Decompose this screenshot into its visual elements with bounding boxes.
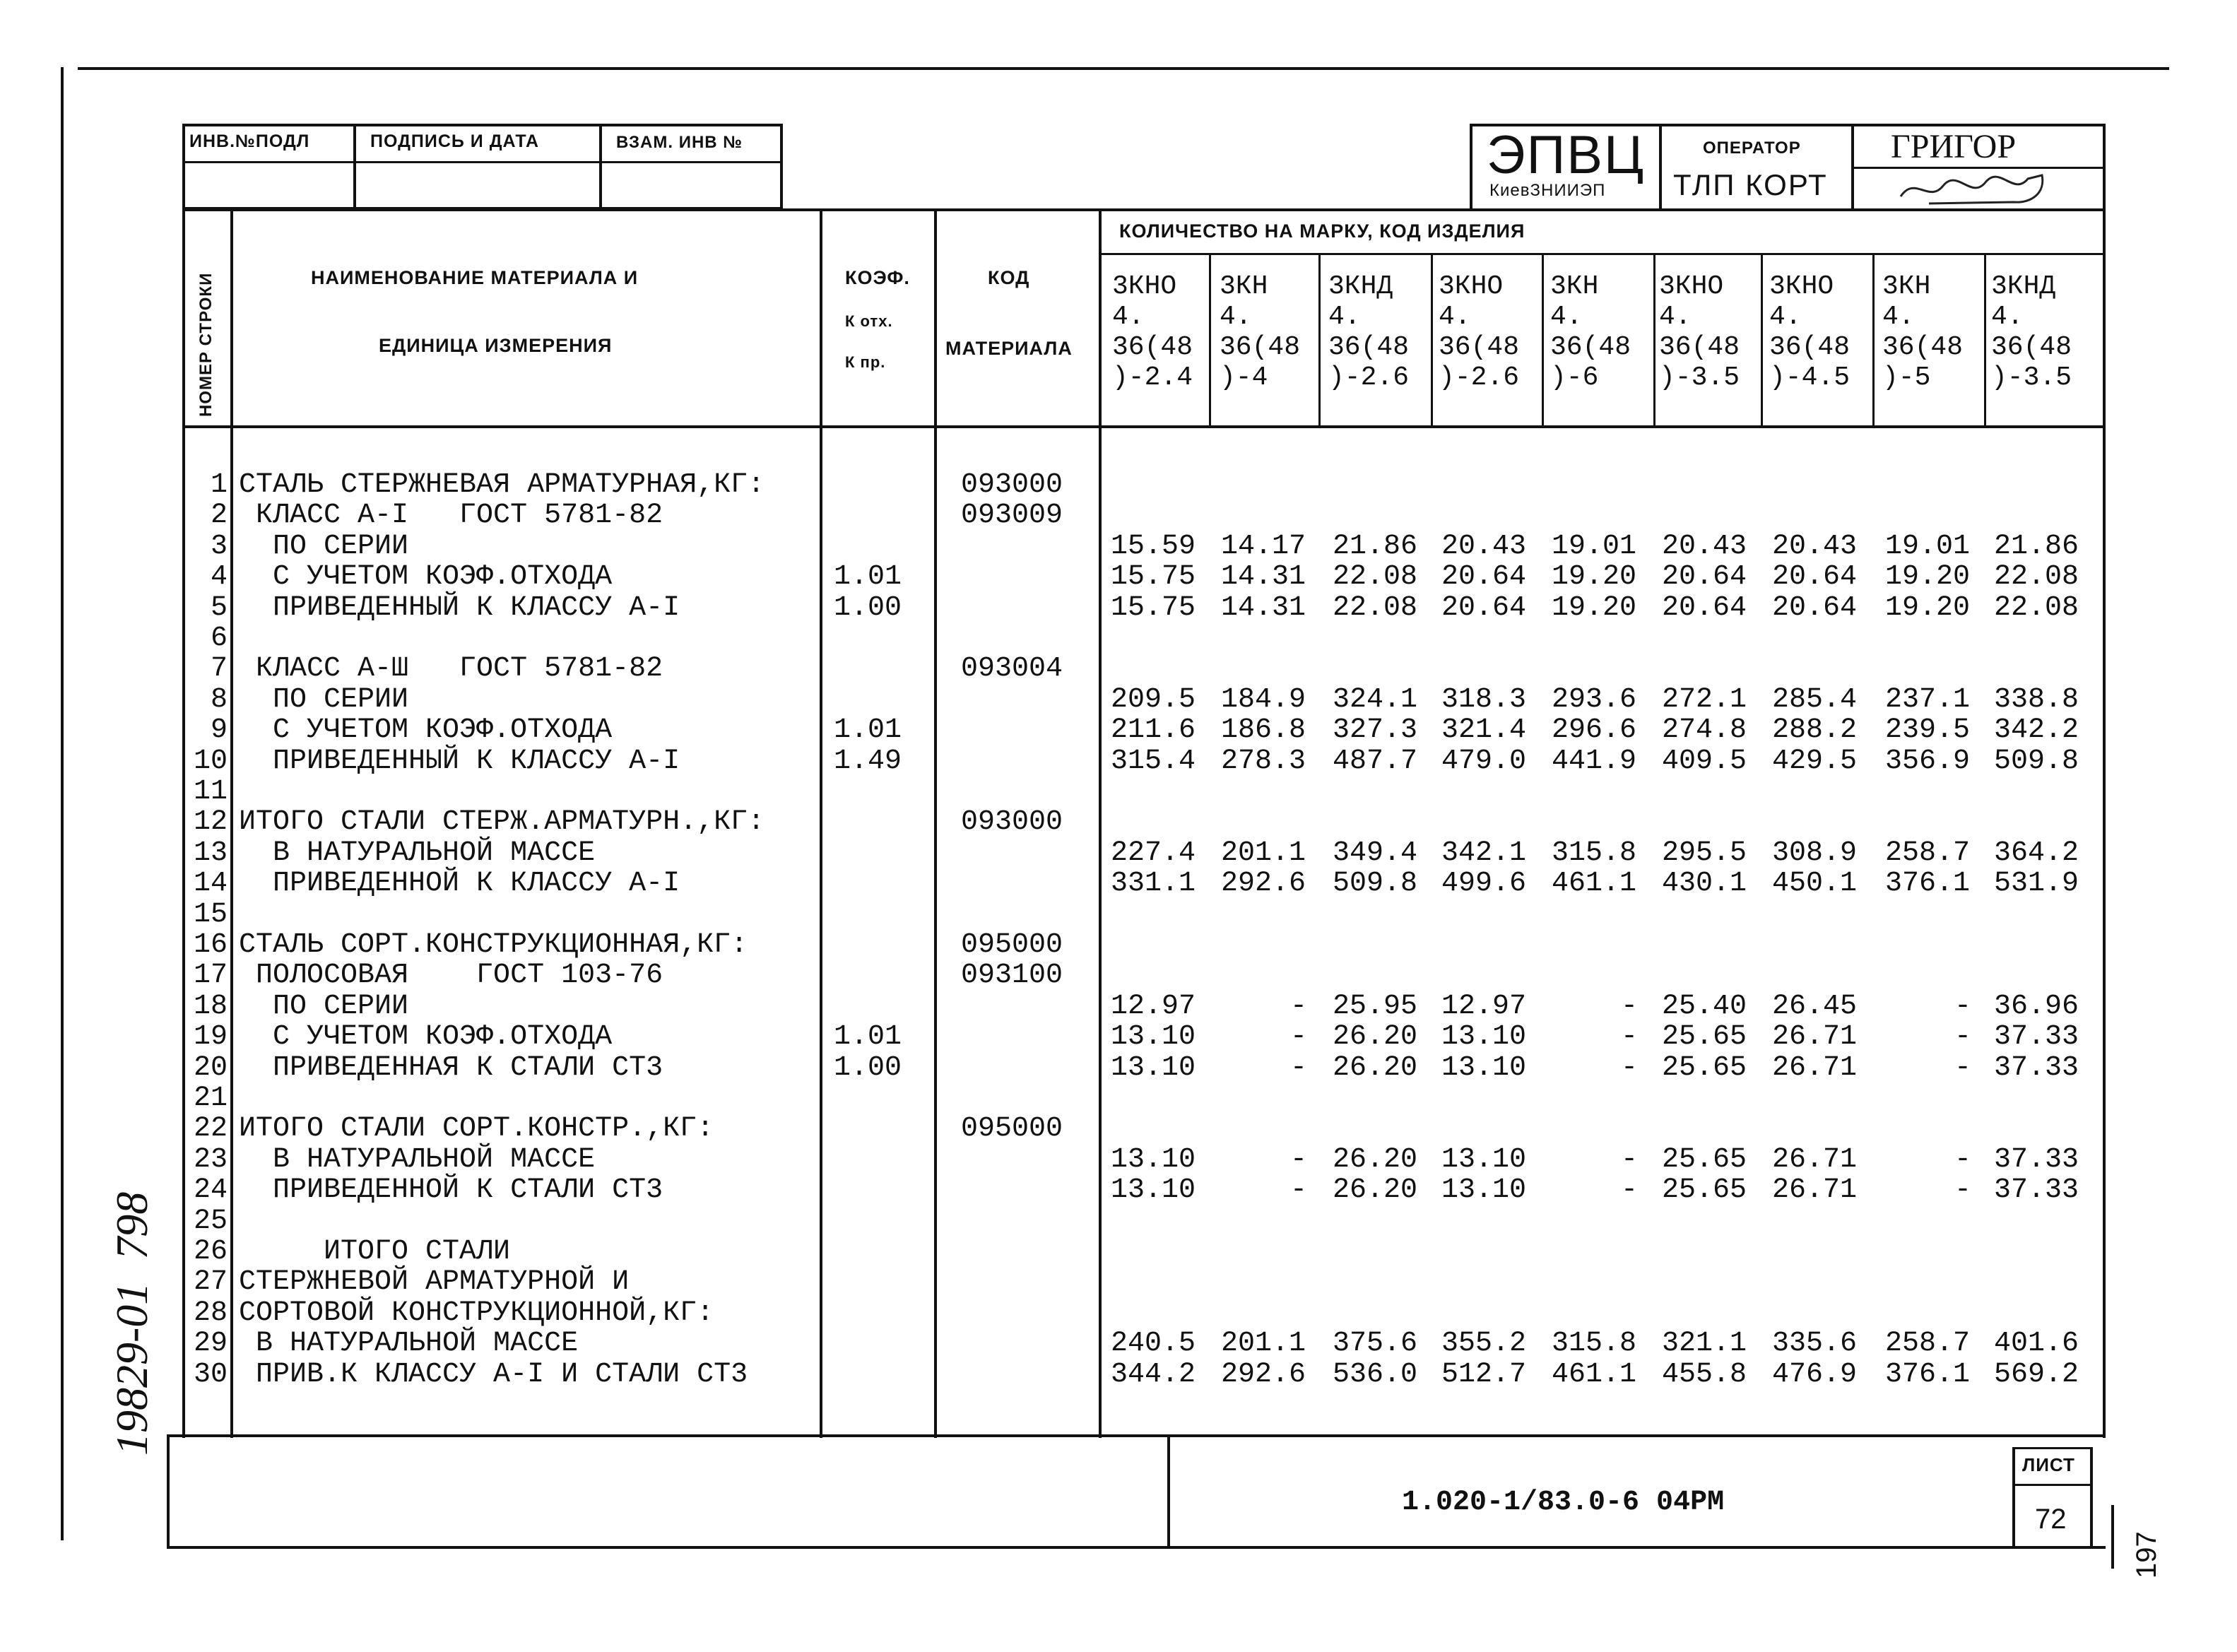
operator-value: ТЛП КОРТ — [1673, 168, 1828, 201]
quantity-cell: 296.6 — [1552, 714, 1637, 747]
material-name: ПРИВЕДЕННОЙ К КЛАССУ А-I — [239, 868, 680, 900]
stamp-inv-podl: ИНВ.№ПОДЛ — [189, 131, 310, 151]
coefficient: 1.00 — [834, 591, 902, 624]
quantity-cell: 37.33 — [1994, 1143, 2079, 1176]
row-number: 27 — [193, 1266, 228, 1299]
row-number: 13 — [193, 837, 228, 869]
quantity-cell: 25.65 — [1662, 1051, 1747, 1084]
quantity-cell: 240.5 — [1111, 1328, 1196, 1360]
quantity-cell: 227.4 — [1111, 837, 1196, 869]
quantity-cell: 37.33 — [1994, 1021, 2079, 1054]
quantity-cell: 324.1 — [1333, 683, 1418, 716]
quantity-cell: 278.3 — [1221, 745, 1306, 777]
quantity-cell: 258.7 — [1885, 837, 1971, 869]
quantity-cell: - — [1620, 1051, 1638, 1084]
quantity-cell: 349.4 — [1333, 837, 1418, 869]
row-number: 7 — [210, 653, 228, 685]
row-number: 6 — [210, 623, 228, 654]
row-number: 18 — [193, 990, 228, 1022]
quantity-cell: 13.10 — [1111, 1051, 1196, 1084]
quantity-cell: 536.0 — [1333, 1358, 1418, 1391]
quantity-cell: 461.1 — [1552, 1358, 1637, 1391]
quantity-cell: 20.64 — [1772, 591, 1858, 624]
quantity-cell: - — [1620, 1174, 1638, 1207]
row-number: 17 — [193, 960, 228, 992]
quantity-cell: - — [1289, 990, 1307, 1022]
header-coef-line1: КОЭФ. — [845, 267, 910, 288]
quantity-cell: 13.10 — [1441, 1174, 1527, 1207]
mark-header: 3КНД 4. 36(48 )-3.5 — [1991, 271, 2072, 393]
quantity-cell: 321.1 — [1662, 1328, 1747, 1360]
header-quantity: КОЛИЧЕСТВО НА МАРКУ, КОД ИЗДЕЛИЯ — [1119, 220, 1525, 242]
operator-label: ОПЕРАТОР — [1703, 138, 1801, 158]
quantity-cell: - — [1954, 990, 1971, 1022]
quantity-cell: 20.64 — [1662, 591, 1747, 624]
quantity-cell: 321.4 — [1441, 714, 1527, 747]
quantity-cell: 285.4 — [1772, 683, 1858, 716]
quantity-cell: 487.7 — [1333, 745, 1418, 777]
quantity-cell: 21.86 — [1333, 530, 1418, 562]
quantity-cell: 292.6 — [1221, 868, 1306, 900]
material-name: В НАТУРАЛЬНОЙ МАССЕ — [239, 837, 596, 869]
quantity-cell: - — [1289, 1174, 1307, 1207]
quantity-cell: 430.1 — [1662, 868, 1747, 900]
quantity-cell: 26.71 — [1772, 1143, 1858, 1176]
quantity-cell: 356.9 — [1885, 745, 1971, 777]
quantity-cell: 26.20 — [1333, 1021, 1418, 1054]
row-number: 14 — [193, 868, 228, 900]
row-number: 25 — [193, 1205, 228, 1237]
quantity-cell: - — [1289, 1021, 1307, 1054]
header-code-line1: КОД — [988, 267, 1030, 288]
material-name: СОРТОВОЙ КОНСТРУКЦИОННОЙ,КГ: — [239, 1297, 714, 1329]
row-number: 23 — [193, 1143, 228, 1176]
quantity-cell: 409.5 — [1662, 745, 1747, 777]
quantity-cell: - — [1620, 1021, 1638, 1054]
row-number: 4 — [210, 561, 228, 594]
row-number: 19 — [193, 1021, 228, 1054]
quantity-cell: 237.1 — [1885, 683, 1971, 716]
row-number: 16 — [193, 929, 228, 961]
quantity-cell: 15.75 — [1111, 561, 1196, 594]
quantity-cell: 12.97 — [1111, 990, 1196, 1022]
quantity-cell: 272.1 — [1662, 683, 1747, 716]
quantity-cell: 315.8 — [1552, 837, 1637, 869]
header-coef-line2: К отх. — [845, 312, 893, 330]
quantity-cell: 19.20 — [1885, 561, 1971, 594]
quantity-cell: 461.1 — [1552, 868, 1637, 900]
quantity-cell: 26.45 — [1772, 990, 1858, 1022]
coefficient: 1.00 — [834, 1051, 902, 1084]
quantity-cell: 376.1 — [1885, 868, 1971, 900]
quantity-cell: 13.10 — [1441, 1051, 1527, 1084]
org-name: ЭПВЦ — [1487, 125, 1646, 185]
material-name: ПОЛОСОВАЯ ГОСТ 103-76 — [239, 960, 663, 992]
material-code: 093000 — [961, 469, 1063, 501]
quantity-cell: 531.9 — [1994, 868, 2079, 900]
header-material-line1: НАИМЕНОВАНИЕ МАТЕРИАЛА И — [311, 267, 639, 288]
quantity-cell: - — [1289, 1143, 1307, 1176]
quantity-cell: 25.65 — [1662, 1143, 1747, 1176]
header-coef-line3: К пр. — [845, 353, 886, 371]
quantity-cell: 274.8 — [1662, 714, 1747, 747]
quantity-cell: 184.9 — [1221, 683, 1306, 716]
quantity-cell: 315.4 — [1111, 745, 1196, 777]
material-name: ПРИВ.К КЛАССУ А-I И СТАЛИ СТ3 — [239, 1358, 748, 1391]
header-code-line2: МАТЕРИАЛА — [945, 338, 1073, 359]
quantity-cell: 19.01 — [1552, 530, 1637, 562]
margin-handwritten-number: 19829-01 798 — [107, 1191, 157, 1456]
quantity-cell: 25.95 — [1333, 990, 1418, 1022]
row-number: 15 — [193, 898, 228, 931]
margin-right-number: 197 — [2131, 1531, 2162, 1579]
stamp-podpis-data: ПОДПИСЬ И ДАТА — [370, 131, 540, 151]
quantity-cell: 20.43 — [1662, 530, 1747, 562]
row-number: 26 — [193, 1236, 228, 1268]
quantity-cell: 21.86 — [1994, 530, 2079, 562]
quantity-cell: 476.9 — [1772, 1358, 1858, 1391]
margin-right-tick — [2111, 1505, 2114, 1569]
quantity-cell: 25.40 — [1662, 990, 1747, 1022]
quantity-cell: 13.10 — [1111, 1174, 1196, 1207]
quantity-cell: 20.64 — [1772, 561, 1858, 594]
material-code: 093000 — [961, 806, 1063, 839]
row-number: 12 — [193, 806, 228, 839]
mark-header: 3КН 4. 36(48 )-5 — [1882, 271, 1964, 393]
quantity-cell: 13.10 — [1111, 1143, 1196, 1176]
row-number: 3 — [210, 530, 228, 562]
quantity-cell: 450.1 — [1772, 868, 1858, 900]
quantity-cell: 12.97 — [1441, 990, 1527, 1022]
quantity-cell: 318.3 — [1441, 683, 1527, 716]
quantity-cell: 293.6 — [1552, 683, 1637, 716]
row-number: 21 — [193, 1082, 228, 1114]
quantity-cell: 342.2 — [1994, 714, 2079, 747]
quantity-cell: 36.96 — [1994, 990, 2079, 1022]
quantity-cell: 364.2 — [1994, 837, 2079, 869]
quantity-cell: 26.20 — [1333, 1143, 1418, 1176]
quantity-cell: 512.7 — [1441, 1358, 1527, 1391]
row-number: 8 — [210, 683, 228, 716]
quantity-cell: 201.1 — [1221, 837, 1306, 869]
quantity-cell: 19.20 — [1552, 591, 1637, 624]
material-name: ПРИВЕДЕННЫЙ К КЛАССУ А-I — [239, 591, 680, 624]
quantity-cell: - — [1620, 1143, 1638, 1176]
quantity-cell: 14.31 — [1221, 561, 1306, 594]
quantity-cell: 22.08 — [1994, 591, 2079, 624]
material-name: С УЧЕТОМ КОЭФ.ОТХОДА — [239, 1021, 613, 1054]
coefficient: 1.01 — [834, 1021, 902, 1054]
quantity-cell: 20.43 — [1772, 530, 1858, 562]
material-name: ПО СЕРИИ — [239, 683, 409, 716]
header-row-number: НОМЕР СТРОКИ — [196, 272, 216, 417]
material-name: В НАТУРАЛЬНОЙ МАССЕ — [239, 1143, 596, 1176]
row-number: 2 — [210, 500, 228, 532]
quantity-cell: 295.5 — [1662, 837, 1747, 869]
frame-left-binding-line — [61, 67, 64, 1540]
material-code: 093009 — [961, 500, 1063, 532]
mark-header: 3КНО 4. 36(48 )-2.4 — [1112, 271, 1193, 393]
quantity-cell: 509.8 — [1994, 745, 2079, 777]
material-name: ИТОГО СТАЛИ СТЕРЖ.АРМАТУРН.,КГ: — [239, 806, 765, 839]
mark-header: 3КНО 4. 36(48 )-4.5 — [1769, 271, 1851, 393]
material-name: ПРИВЕДЕННОЙ К СТАЛИ СТ3 — [239, 1174, 663, 1207]
row-number: 28 — [193, 1297, 228, 1329]
row-number: 22 — [193, 1113, 228, 1145]
quantity-cell: 288.2 — [1772, 714, 1858, 747]
mark-header: 3КНО 4. 36(48 )-2.6 — [1439, 271, 1520, 393]
quantity-cell: 22.08 — [1994, 561, 2079, 594]
coefficient: 1.49 — [834, 745, 902, 777]
quantity-cell: 26.20 — [1333, 1051, 1418, 1084]
quantity-cell: - — [1954, 1174, 1971, 1207]
quantity-cell: 479.0 — [1441, 745, 1527, 777]
quantity-cell: 331.1 — [1111, 868, 1196, 900]
material-code: 095000 — [961, 1113, 1063, 1145]
quantity-cell: 327.3 — [1333, 714, 1418, 747]
quantity-cell: 335.6 — [1772, 1328, 1858, 1360]
quantity-cell: - — [1289, 1051, 1307, 1084]
material-name: В НАТУРАЛЬНОЙ МАССЕ — [239, 1328, 579, 1360]
quantity-cell: - — [1954, 1051, 1971, 1084]
row-number: 5 — [210, 591, 228, 624]
quantity-cell: 26.71 — [1772, 1051, 1858, 1084]
doc-code: 1.020-1/83.0-6 04РМ — [1402, 1487, 1725, 1518]
material-code: 093100 — [961, 960, 1063, 992]
quantity-cell: 25.65 — [1662, 1174, 1747, 1207]
row-number: 20 — [193, 1051, 228, 1084]
quantity-cell: 258.7 — [1885, 1328, 1971, 1360]
org-sub: КиевЗНИИЭП — [1489, 181, 1606, 200]
quantity-cell: 509.8 — [1333, 868, 1418, 900]
quantity-cell: 14.31 — [1221, 591, 1306, 624]
quantity-cell: 14.17 — [1221, 530, 1306, 562]
material-name: ПРИВЕДЕННЫЙ К КЛАССУ А-I — [239, 745, 680, 777]
signature-icon — [1887, 168, 2056, 211]
quantity-cell: 499.6 — [1441, 868, 1527, 900]
quantity-cell: 342.1 — [1441, 837, 1527, 869]
material-name: С УЧЕТОМ КОЭФ.ОТХОДА — [239, 714, 613, 747]
quantity-cell: 441.9 — [1552, 745, 1637, 777]
quantity-cell: 20.64 — [1662, 561, 1747, 594]
row-number: 11 — [193, 776, 228, 808]
material-name: КЛАСС А-Ш ГОСТ 5781-82 — [239, 653, 663, 685]
quantity-cell: 15.59 — [1111, 530, 1196, 562]
quantity-cell: 239.5 — [1885, 714, 1971, 747]
material-name: ИТОГО СТАЛИ СОРТ.КОНСТР.,КГ: — [239, 1113, 714, 1145]
quantity-cell: 37.33 — [1994, 1051, 2079, 1084]
quantity-cell: 37.33 — [1994, 1174, 2079, 1207]
header-material-line2: ЕДИНИЦА ИЗМЕРЕНИЯ — [379, 335, 613, 356]
mark-header: 3КН 4. 36(48 )-4 — [1220, 271, 1301, 393]
quantity-cell: 308.9 — [1772, 837, 1858, 869]
quantity-cell: 20.43 — [1441, 530, 1527, 562]
quantity-cell: 13.10 — [1111, 1021, 1196, 1054]
stamp-vzam-inv: ВЗАМ. ИНВ № — [616, 133, 743, 152]
row-number: 29 — [193, 1328, 228, 1360]
row-number: 1 — [210, 469, 228, 501]
mark-header: 3КН 4. 36(48 )-6 — [1550, 271, 1631, 393]
quantity-cell: 211.6 — [1111, 714, 1196, 747]
material-name: ПО СЕРИИ — [239, 990, 409, 1022]
row-number: 9 — [210, 714, 228, 747]
coefficient: 1.01 — [834, 714, 902, 747]
row-number: 24 — [193, 1174, 228, 1207]
quantity-cell: 344.2 — [1111, 1358, 1196, 1391]
material-name: ПРИВЕДЕННАЯ К СТАЛИ СТ3 — [239, 1051, 663, 1084]
row-number: 10 — [193, 745, 228, 777]
quantity-cell: 401.6 — [1994, 1328, 2079, 1360]
material-name: СТЕРЖНЕВОЙ АРМАТУРНОЙ И — [239, 1266, 630, 1299]
quantity-cell: 315.8 — [1552, 1328, 1637, 1360]
quantity-cell: 20.64 — [1441, 561, 1527, 594]
quantity-cell: 22.08 — [1333, 561, 1418, 594]
quantity-cell: 20.64 — [1441, 591, 1527, 624]
quantity-cell: 376.1 — [1885, 1358, 1971, 1391]
operator-person: ГРИГОР — [1891, 128, 2017, 165]
quantity-cell: 429.5 — [1772, 745, 1858, 777]
quantity-cell: - — [1954, 1143, 1971, 1176]
quantity-cell: 25.65 — [1662, 1021, 1747, 1054]
quantity-cell: 355.2 — [1441, 1328, 1527, 1360]
quantity-cell: 209.5 — [1111, 683, 1196, 716]
material-code: 095000 — [961, 929, 1063, 961]
material-name: С УЧЕТОМ КОЭФ.ОТХОДА — [239, 561, 613, 594]
sheet-number: 72 — [2035, 1504, 2067, 1535]
material-name: КЛАСС А-I ГОСТ 5781-82 — [239, 500, 663, 532]
quantity-cell: - — [1954, 1021, 1971, 1054]
coefficient: 1.01 — [834, 561, 902, 594]
quantity-cell: 13.10 — [1441, 1143, 1527, 1176]
quantity-cell: 22.08 — [1333, 591, 1418, 624]
mark-header: 3КНО 4. 36(48 )-3.5 — [1659, 271, 1740, 393]
material-name: ИТОГО СТАЛИ — [239, 1236, 511, 1268]
quantity-cell: 201.1 — [1221, 1328, 1306, 1360]
material-name: ПО СЕРИИ — [239, 530, 409, 562]
quantity-cell: - — [1620, 990, 1638, 1022]
quantity-cell: 19.01 — [1885, 530, 1971, 562]
quantity-cell: 338.8 — [1994, 683, 2079, 716]
quantity-cell: 375.6 — [1333, 1328, 1418, 1360]
quantity-cell: 186.8 — [1221, 714, 1306, 747]
material-name: СТАЛЬ СТЕРЖНЕВАЯ АРМАТУРНАЯ,КГ: — [239, 469, 765, 501]
sheet-label: ЛИСТ — [2022, 1454, 2075, 1475]
quantity-cell: 26.71 — [1772, 1174, 1858, 1207]
quantity-cell: 13.10 — [1441, 1021, 1527, 1054]
quantity-cell: 19.20 — [1552, 561, 1637, 594]
quantity-cell: 455.8 — [1662, 1358, 1747, 1391]
material-name: СТАЛЬ СОРТ.КОНСТРУКЦИОННАЯ,КГ: — [239, 929, 748, 961]
quantity-cell: 26.20 — [1333, 1174, 1418, 1207]
quantity-cell: 15.75 — [1111, 591, 1196, 624]
quantity-cell: 292.6 — [1221, 1358, 1306, 1391]
material-code: 093004 — [961, 653, 1063, 685]
mark-header: 3КНД 4. 36(48 )-2.6 — [1328, 271, 1410, 393]
quantity-cell: 569.2 — [1994, 1358, 2079, 1391]
frame-top-line — [78, 67, 2169, 70]
quantity-cell: 26.71 — [1772, 1021, 1858, 1054]
row-number: 30 — [193, 1358, 228, 1391]
quantity-cell: 19.20 — [1885, 591, 1971, 624]
